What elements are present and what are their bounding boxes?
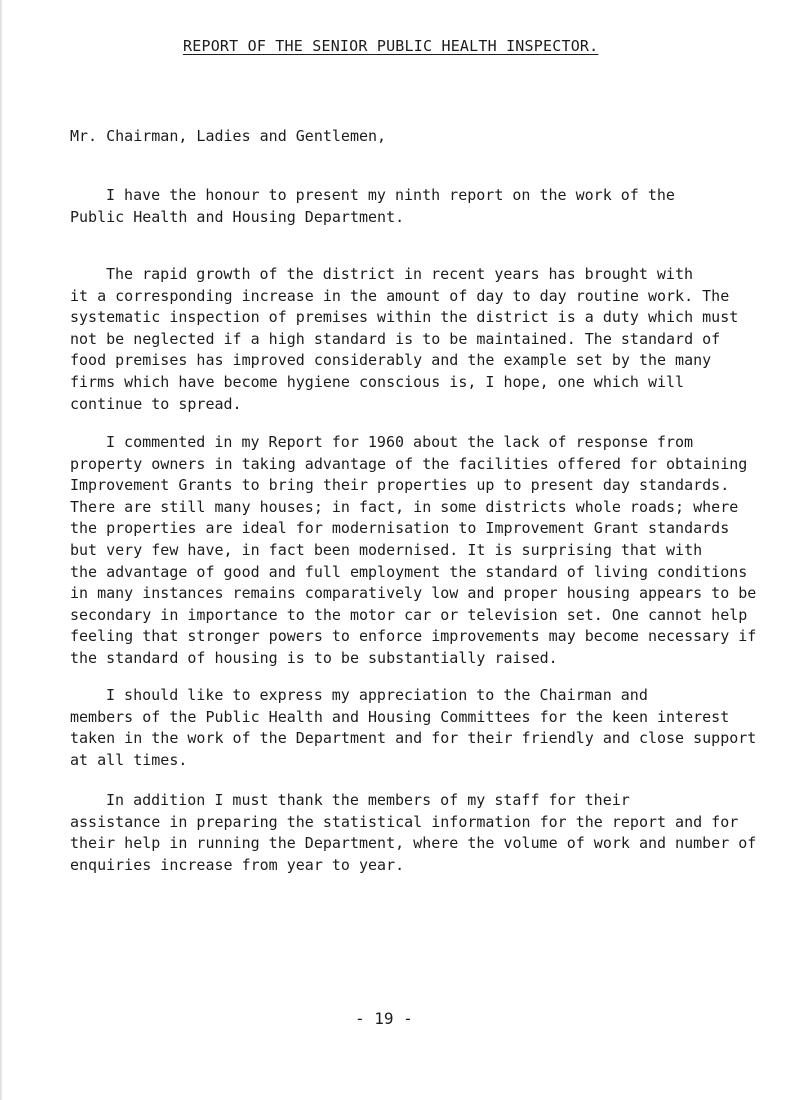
page-number: - 19 -: [355, 1009, 413, 1028]
paragraph-line: in many instances remains comparatively low and proper housing appears to be: [70, 584, 757, 603]
paragraph-appreciation: [70, 685, 770, 771]
paragraph-line: food premises has improved considerably and the example set by the many: [70, 351, 712, 370]
paragraph-line: secondary in importance to the motor car or television set. One cannot help: [70, 605, 748, 624]
paragraph-line: but very few have, in fact been modernised. It is surprising that with: [70, 540, 703, 559]
paragraph-line: feeling that stronger powers to enforce improvements may become necessary if: [70, 627, 757, 646]
paragraph-line: property owners in taking advantage of the facilities offered for obtaining: [70, 454, 748, 473]
paragraph-line: the standard of housing is to be substantially raised.: [70, 648, 558, 667]
paragraph-line: I have the honour to present my ninth report on the work of the: [106, 186, 675, 204]
report-title: REPORT OF THE SENIOR PUBLIC HEALTH INSPECTOR.: [183, 37, 599, 55]
paragraph-line: systematic inspection of premises within the district is a duty which must: [70, 308, 739, 327]
paragraph-improvement-grants: [70, 432, 770, 670]
paragraph-line: assistance in preparing the statistical information for the report and for: [70, 812, 739, 831]
paragraph-line: Improvement Grants to bring their properties up to present day standards.: [70, 476, 730, 495]
paragraph-staff-thanks: [70, 790, 770, 876]
paragraph-line: enquiries increase from year to year.: [70, 855, 405, 874]
paragraph-line: not be neglected if a high standard is to be maintained. The standard of: [70, 329, 721, 348]
paragraph-line: In addition I must thank the members of my staff for their: [106, 791, 630, 809]
paragraph-line: The rapid growth of the district in recent years has brought with: [106, 265, 693, 283]
page-edge-shadow: [0, 0, 3, 1100]
paragraph-line: it a corresponding increase in the amount of day to day routine work. The: [70, 286, 730, 305]
paragraph-district-growth: [70, 264, 770, 415]
paragraph-line: There are still many houses; in fact, in some districts whole roads; where: [70, 497, 739, 516]
paragraph-line: taken in the work of the Department and for their friendly and close support: [70, 729, 757, 748]
paragraph-line: their help in running the Department, where the volume of work and number of: [70, 834, 757, 853]
paragraph-line: continue to spread.: [70, 394, 242, 413]
paragraph-line: I should like to express my appreciation to the Chairman and: [106, 686, 648, 704]
paragraph-line: the properties are ideal for modernisation to Improvement Grant standards: [70, 519, 730, 538]
paragraph-line: members of the Public Health and Housing Committees for the keen interest: [70, 707, 730, 726]
salutation: Mr. Chairman, Ladies and Gentlemen,: [70, 127, 387, 145]
paragraph-line: the advantage of good and full employment the standard of living conditions: [70, 562, 748, 581]
paragraph-line: Public Health and Housing Department.: [70, 207, 405, 226]
paragraph-line: firms which have become hygiene conscious is, I hope, one which will: [70, 372, 685, 391]
paragraph-line: at all times.: [70, 750, 188, 769]
paragraph-line: I commented in my Report for 1960 about the lack of response from: [106, 433, 693, 451]
paragraph-intro: [70, 185, 770, 228]
